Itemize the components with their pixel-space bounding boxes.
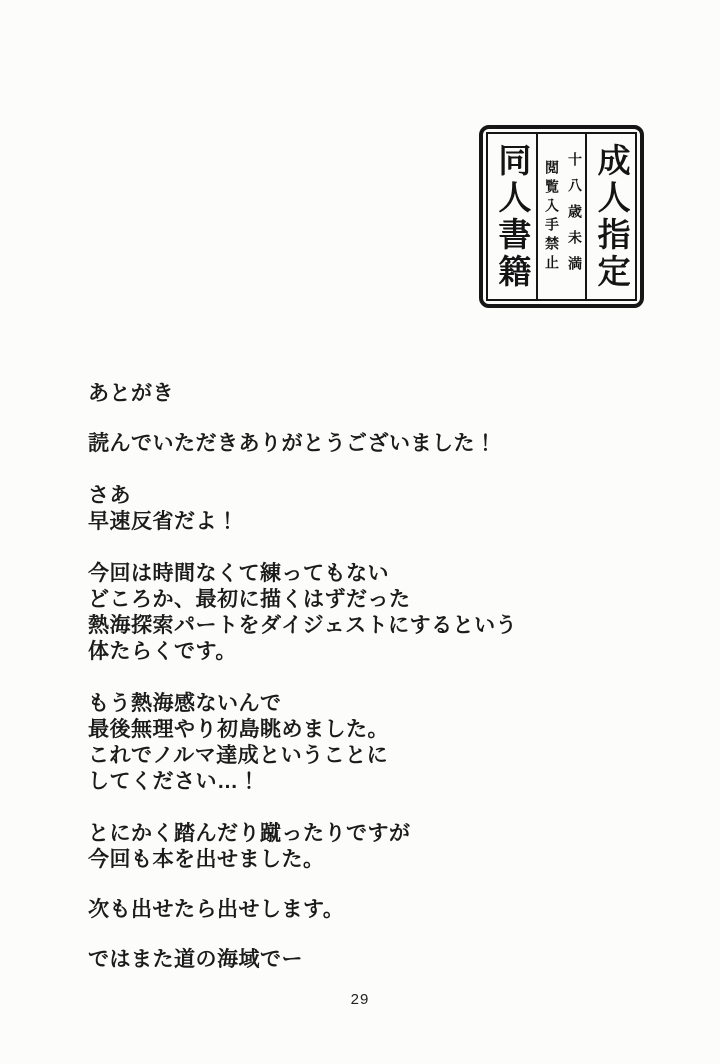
afterword-reflection-paragraph [88,561,517,665]
stamp-category-label: 同人書籍 [493,142,530,291]
stamp-restriction-age-label: 十八歳未満 [566,151,581,282]
afterword-title [88,381,174,407]
text-line: さあ [88,484,131,507]
stamp-column-restriction [536,134,586,299]
afterword-next-paragraph [88,897,344,923]
text-line: 今回も本を出せました。 [88,848,325,871]
adult-rating-stamp-inner-frame [486,132,637,301]
afterword-atami-paragraph [88,691,389,795]
text-line: もう熱海感ないんで [88,692,282,715]
stamp-column-category [488,134,536,299]
stamp-primary-label: 成人指定 [592,142,629,291]
text-line: 次も出せたら出せします。 [88,898,345,921]
text-line: あとがき [88,382,174,405]
text-line: 熱海探索パートをダイジェストにするという [88,614,518,637]
stamp-restriction-prohibited-label: 閲覧入手禁止 [543,159,558,274]
text-line: ではまた道の海域でー [88,948,303,971]
text-line: してください…！ [88,770,260,793]
text-line: 今回は時間なくて練ってもない [88,562,389,585]
adult-rating-stamp [479,125,644,308]
text-line: どころか、最初に描くはずだった [88,588,411,611]
text-line: 早速反省だよ！ [88,510,239,533]
text-line: 体たらくです。 [88,640,237,663]
afterword-thanks-paragraph [88,431,497,457]
text-line: とにかく踏んだり蹴ったりですが [88,822,411,845]
afterword-intro-paragraph [88,483,239,535]
stamp-column-primary [585,134,635,299]
text-line: 読んでいただきありがとうございました！ [88,432,497,455]
text-line: これでノルマ達成ということに [88,744,389,767]
page-number: 29 [350,991,370,1008]
afterword-farewell-paragraph [88,947,303,973]
text-line: 最後無理やり初島眺めました。 [88,718,389,741]
afterword-release-paragraph [88,821,411,873]
